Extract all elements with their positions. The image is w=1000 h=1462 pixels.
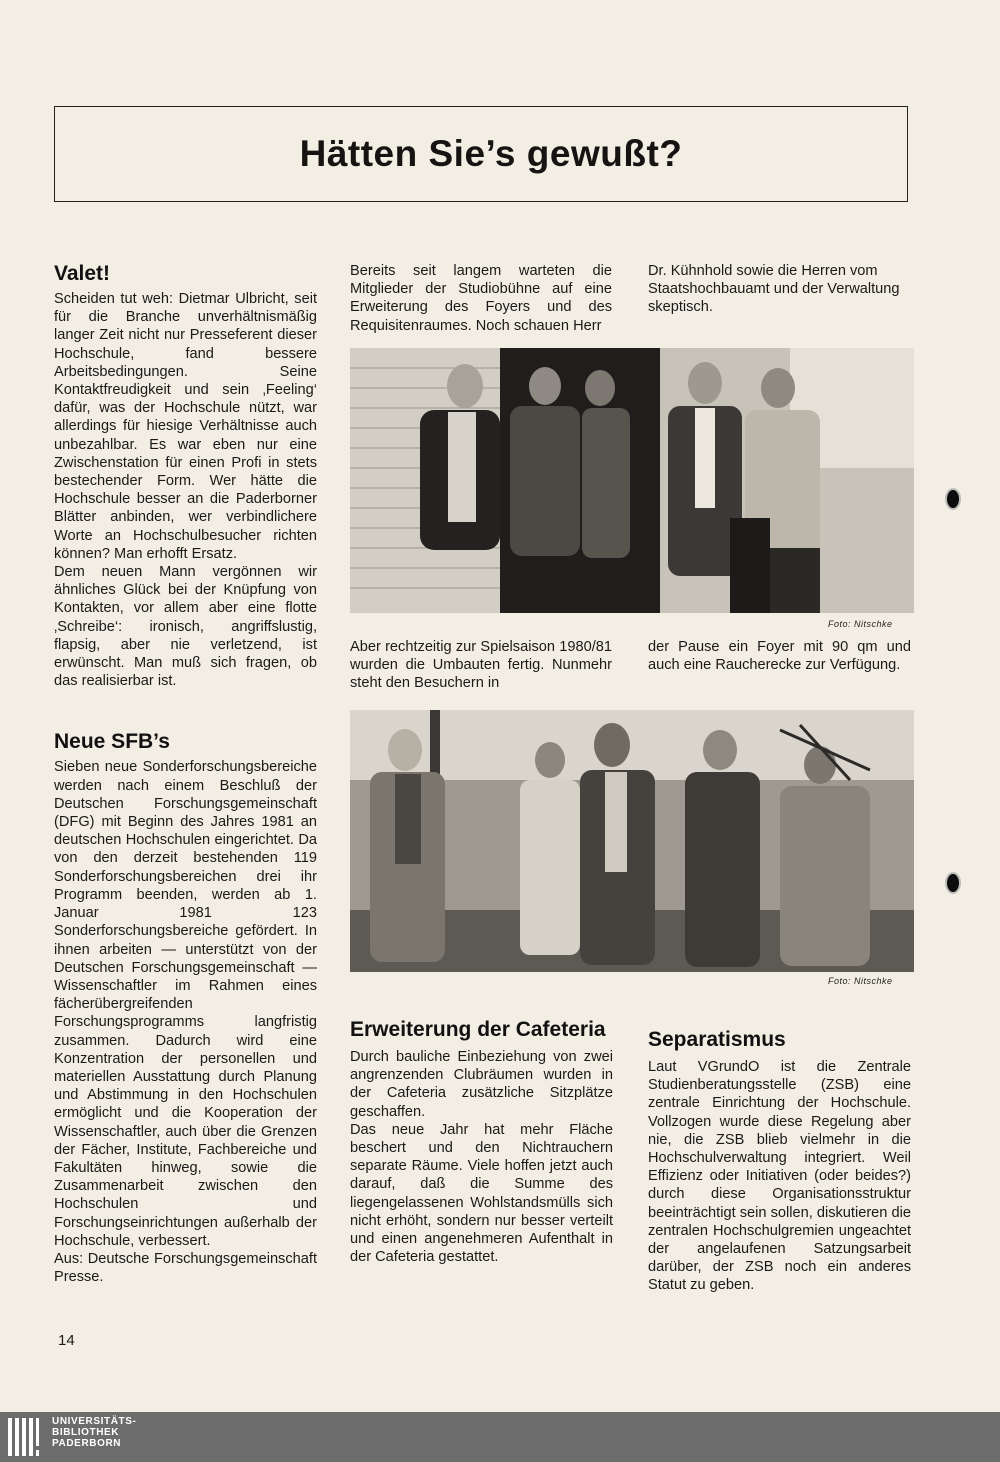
sfb-section xyxy=(54,730,317,1286)
library-name-line-2: BIBLIOTHEK xyxy=(52,1427,120,1438)
sfb-paragraph-1: Sieben neue Sonderforschungsbereiche werden nach einem Beschluß der Deutschen Forschungsgemeinschaft (DFG) mit Beginn des Jahres 1981 an deutschen Hochschulen eingerichtet. Da von den derzeit bestehenden 119 Sonderforschungsbereichen drei ihr Programm beenden, werden ab 1. Januar 1981 123 Sonderforschungsbereiche gefördert. In ihnen arbeiten — unterstützt von der Deutschen Forschungsgemeinschaft — Wissenschaftler im Rahmen eines fächerübergreifenden Forschungsprogramms langfristig zusammen. Dadurch wird eine Konzentration der personellen und materiellen Ausstattung durch Planung und Abstimmung in den Hochschulen ermöglicht und die Kooperation der Wissenschaftler, auch über die Grenzen der Fächer, Institute, Fachbereiche und Fakultäten hinweg, sowie die Zusammenarbeit zwischen den Hochschulen und Forschungseinrichtungen außerhalb der Hochschule, verbessert. xyxy=(54,759,317,1249)
photo-foyer-group xyxy=(350,348,914,613)
foyer-intro-left xyxy=(350,262,612,335)
foyer-caption-right xyxy=(648,638,911,674)
cafeteria-paragraph-2: Das neue Jahr hat mehr Fläche beschert und den Nichtrauchern separate Räume. Viele hoffen jetzt auch darauf, daß die Summe des liegengelassenen Wohlstandsmülls sich nicht erhöht, sondern nur besser verteilt und einen angenehmeren Aufenthalt in der Cafeteria gestattet. xyxy=(350,1121,613,1266)
valet-paragraph-2: Dem neuen Mann vergönnen wir ähnliches Glück bei der Knüpfung von Kontakten, vor allem aber eine flotte ‚Schreibe‘: ironisch, angriffslustig, flapsig, aber nie verletzend, ist erwünscht. Man muß sich fragen, ob das realisierbar ist. xyxy=(54,564,317,690)
library-name-line-3: PADERBORN xyxy=(52,1438,122,1449)
valet-heading: Valet! xyxy=(54,262,111,285)
cafeteria-section xyxy=(350,1018,613,1266)
sfb-heading: Neue SFB’s xyxy=(54,730,170,754)
title-box xyxy=(54,106,908,202)
separatismus-section xyxy=(648,1028,911,1295)
column-left xyxy=(54,262,317,1286)
photo-foyer-finished xyxy=(350,710,914,972)
punch-hole xyxy=(945,872,961,894)
foyer-intro-text-b: Dr. Kühnhold sowie die Herren vom Staatshochbauamt und der Verwaltung skeptisch. xyxy=(648,263,900,316)
foyer-intro-text-a: Bereits seit langem warteten die Mitglieder der Studiobühne auf eine Erweiterung des Foyers und des Requisitenraumes. Noch schauen Herr xyxy=(350,263,612,334)
foyer-caption-left xyxy=(350,638,612,693)
separatismus-heading: Separatismus xyxy=(648,1028,786,1051)
foyer-intro-right xyxy=(648,262,911,317)
photo-credit-2: Foto: Nitschke xyxy=(828,976,893,986)
page-number: 14 xyxy=(58,1332,75,1349)
library-name-line-1: UNIVERSITÄTS- xyxy=(52,1416,137,1427)
library-name xyxy=(52,1416,136,1449)
separatismus-paragraph: Laut VGrundO ist die Zentrale Studienberatungsstelle (ZSB) eine zentrale Einrichtung der Hochschule. Vollzogen wurde diese Regelung aber nie, die ZSB blieb vielmehr in die Hochschulverwaltung integriert. Weil Effizienz oder Initiativen (oder beides?) durch diese Organisationsstruktur beeinträchtigt sein sollen, diskutieren die zentralen Hochschulgremien ungeachtet der angelaufenen Satzungsarbeit darüber, der ZSB noch ein anderes Statut zu geben. xyxy=(648,1059,911,1294)
cafeteria-paragraph-1: Durch bauliche Einbeziehung von zwei angrenzenden Clubräumen wurden in der Cafeteria zusätzliche Sitzplätze geschaffen. xyxy=(350,1049,613,1120)
library-logo-icon xyxy=(6,1416,42,1458)
photo-credit-1: Foto: Nitschke xyxy=(828,619,893,629)
foyer-caption-text-a: Aber rechtzeitig zur Spielsaison 1980/81 wurden die Umbauten fertig. Nunmehr steht den Besuchern in xyxy=(350,639,612,692)
punch-hole xyxy=(945,488,961,510)
valet-paragraph-1: Scheiden tut weh: Dietmar Ulbricht, seit für die Branche unverhältnismäßig langer Zeit nicht nur Presseferent dieser Hochschule, fand bessere Arbeitsbedingungen. Seine Kontaktfreudigkeit und sein ‚Feeling‘ dafür, was der Hochschule nützt, war allerdings für hiesige Verhältnisse auch unbezahlbar. Es war eben nur eine Zwischenstation für einen Profi in stets bestechender Form. Wer hätte die Hochschule besser an die Paderborner Blätter anbinden, wer verbindlichere Worte an Hochschulbesucher richten können? Man erhofft Ersatz. xyxy=(54,291,317,562)
sfb-paragraph-2: Aus: Deutsche Forschungsgemeinschaft Presse. xyxy=(54,1250,317,1286)
cafeteria-heading: Erweiterung der Cafeteria xyxy=(350,1018,606,1041)
page-title: Hätten Sie’s gewußt? xyxy=(299,133,683,174)
foyer-caption-text-b: der Pause ein Foyer mit 90 qm und auch eine Raucherecke zur Verfügung. xyxy=(648,639,911,674)
footer-bar xyxy=(0,1412,1000,1462)
